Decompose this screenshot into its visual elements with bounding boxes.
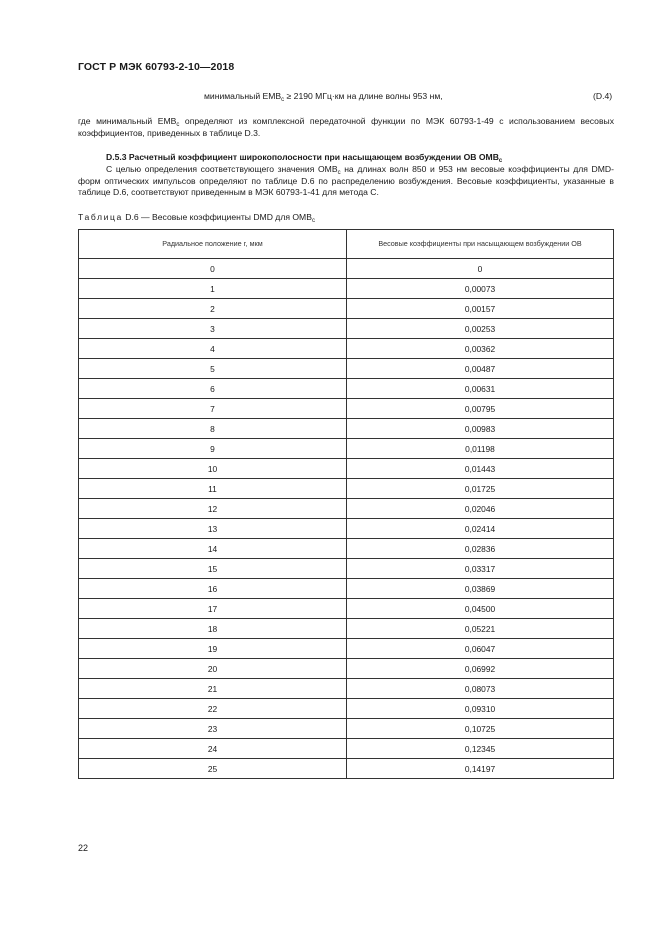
formula-number: (D.4) — [593, 91, 613, 101]
table-row — [79, 399, 614, 419]
table-row — [79, 439, 614, 459]
radial-position-cell: 18 — [79, 619, 347, 639]
weight-cell: 0,03869 — [347, 579, 614, 599]
formula-d4 — [0, 91, 661, 105]
weight-cell: 0,00362 — [347, 339, 614, 359]
table-row — [79, 379, 614, 399]
table-row — [79, 259, 614, 279]
formula-text: минимальный $ЕМВ_с \ge 2190$ МГц·км на длине волны 953 нм, — [204, 91, 443, 103]
radial-position-cell: 25 — [79, 759, 347, 779]
radial-position-cell: 23 — [79, 719, 347, 739]
radial-position-cell: 13 — [79, 519, 347, 539]
radial-position-cell: 19 — [79, 639, 347, 659]
table-row — [79, 319, 614, 339]
weight-cell: 0,00073 — [347, 279, 614, 299]
weight-cell: 0,02836 — [347, 539, 614, 559]
weight-cell: 0,10725 — [347, 719, 614, 739]
weight-cell: 0,00983 — [347, 419, 614, 439]
table-row — [79, 339, 614, 359]
table-row — [79, 499, 614, 519]
radial-position-cell: 6 — [79, 379, 347, 399]
weight-cell: 0,04500 — [347, 599, 614, 619]
radial-position-cell: 16 — [79, 579, 347, 599]
weight-cell: 0,09310 — [347, 699, 614, 719]
weight-cell: 0,02046 — [347, 499, 614, 519]
weight-cell: 0,05221 — [347, 619, 614, 639]
table-body — [79, 259, 614, 779]
table-row — [79, 359, 614, 379]
column-header-weights: Весовые коэффициенты при насыщающем возбуждении ОВ — [347, 230, 614, 259]
weight-cell: 0,00795 — [347, 399, 614, 419]
table-row — [79, 579, 614, 599]
radial-position-cell: 8 — [79, 419, 347, 439]
radial-position-cell: 4 — [79, 339, 347, 359]
table-row — [79, 279, 614, 299]
radial-position-cell: 22 — [79, 699, 347, 719]
radial-position-cell: 0 — [79, 259, 347, 279]
table-row — [79, 659, 614, 679]
weight-cell: 0,01443 — [347, 459, 614, 479]
table-header-row — [79, 230, 614, 259]
weight-cell: 0,03317 — [347, 559, 614, 579]
radial-position-cell: 9 — [79, 439, 347, 459]
radial-position-cell: 20 — [79, 659, 347, 679]
table-row — [79, 759, 614, 779]
radial-position-cell: 1 — [79, 279, 347, 299]
document-header: ГОСТ Р МЭК 60793-2-10—2018 — [78, 61, 235, 73]
weight-cell: 0,14197 — [347, 759, 614, 779]
weight-cell: 0,02414 — [347, 519, 614, 539]
table-row — [79, 419, 614, 439]
table-row — [79, 619, 614, 639]
table-row — [79, 599, 614, 619]
page-number: 22 — [78, 843, 89, 853]
paragraph-omb: С целью определения соответствующего значения $ОМВ_с$ на длинах волн 850 и 953 нм весовые коэффициенты для DMD-форм оптических импульсов определяют по таблице D.6 по распределению возбуждения. Весовые коэффициенты, указанные в таблице D.6, соответствуют приведенным в МЭК 60793-1-41 для метода С. — [78, 164, 614, 198]
weight-cell: 0,00487 — [347, 359, 614, 379]
radial-position-cell: 2 — [79, 299, 347, 319]
weight-cell: 0,00253 — [347, 319, 614, 339]
table-caption: Таблица D.6 — Весовые коэффициенты DMD для $ОМВ_с$ — [78, 212, 315, 224]
weights-table — [78, 229, 614, 779]
weight-cell: 0,00157 — [347, 299, 614, 319]
radial-position-cell: 7 — [79, 399, 347, 419]
section-heading: D.5.3 Расчетный коэффициент широкополосности при насыщающем возбуждении ОВ $ОМВ_с$ — [106, 152, 503, 164]
radial-position-cell: 5 — [79, 359, 347, 379]
weight-cell: 0 — [347, 259, 614, 279]
table-row — [79, 719, 614, 739]
weight-cell: 0,01725 — [347, 479, 614, 499]
radial-position-cell: 3 — [79, 319, 347, 339]
weight-cell: 0,08073 — [347, 679, 614, 699]
weight-cell: 0,06992 — [347, 659, 614, 679]
table-row — [79, 459, 614, 479]
table-row — [79, 479, 614, 499]
radial-position-cell: 14 — [79, 539, 347, 559]
weight-cell: 0,12345 — [347, 739, 614, 759]
radial-position-cell: 10 — [79, 459, 347, 479]
table-row — [79, 299, 614, 319]
column-header-radial: Радиальное положение r, мкм — [79, 230, 347, 259]
table-row — [79, 539, 614, 559]
radial-position-cell: 15 — [79, 559, 347, 579]
table-row — [79, 679, 614, 699]
weight-cell: 0,06047 — [347, 639, 614, 659]
radial-position-cell: 21 — [79, 679, 347, 699]
radial-position-cell: 17 — [79, 599, 347, 619]
table-row — [79, 519, 614, 539]
table-row — [79, 699, 614, 719]
weight-cell: 0,00631 — [347, 379, 614, 399]
table-row — [79, 639, 614, 659]
radial-position-cell: 11 — [79, 479, 347, 499]
radial-position-cell: 24 — [79, 739, 347, 759]
table-row — [79, 739, 614, 759]
table-row — [79, 559, 614, 579]
radial-position-cell: 12 — [79, 499, 347, 519]
weight-cell: 0,01198 — [347, 439, 614, 459]
paragraph-emb: где минимальный $ЕМВ_с$ определяют из комплексной передаточной функции по МЭК 60793-1-49 с использованием весовых коэффициентов, приведенных в таблице D.3. — [78, 116, 614, 138]
